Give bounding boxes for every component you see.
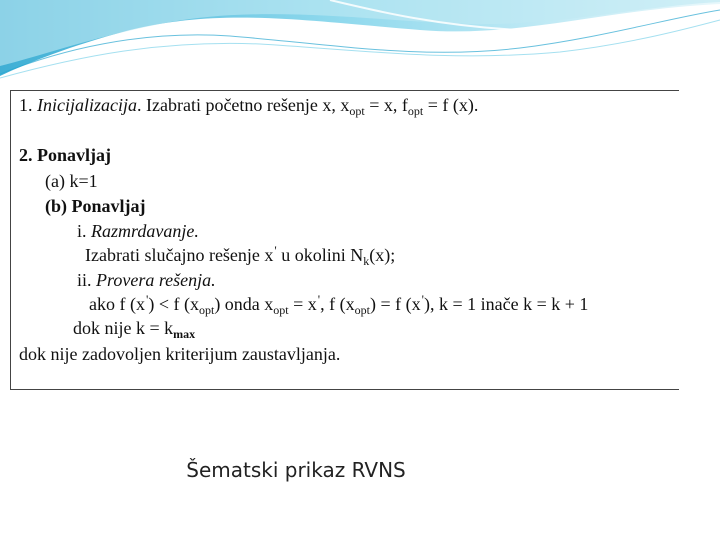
step-2b-ii-title [77, 268, 216, 292]
inner-loop-condition [73, 316, 195, 340]
outer-loop-condition: dok nije zadovoljen kriterijum zaustavljanja. [19, 344, 341, 364]
step-1-text: = f (x). [423, 95, 479, 115]
step-1-name: Inicijalizacija [37, 95, 137, 115]
prime-mark: ' [145, 292, 149, 307]
step-ii-text: ), k = 1 inače k = k + 1 [423, 294, 589, 314]
caption-text: Šematski prikaz RVNS [186, 458, 406, 482]
step-i-text: Izabrati slučajno rešenje x [85, 245, 274, 265]
opt-subscript: opt [349, 104, 365, 118]
step-1-number: 1. [19, 95, 33, 115]
max-subscript: max [173, 327, 196, 341]
step-ii-text: , f (x [320, 294, 355, 314]
header-wave-decoration [0, 0, 720, 80]
step-i-name: Razmrdavanje. [91, 221, 199, 241]
prime-mark: ' [274, 243, 277, 258]
step-2b-i-title [77, 219, 199, 243]
algorithm-panel [10, 90, 679, 390]
step-2b-i-text [85, 243, 395, 267]
loop-condition-text: dok nije k = k [73, 318, 174, 338]
step-i-text: u okolini N [276, 245, 364, 265]
step-i-text: (x); [369, 245, 396, 265]
prime-mark: ' [421, 292, 424, 307]
step-ii-text: ) onda x [214, 294, 274, 314]
step-i-label: i. [77, 221, 87, 241]
opt-subscript: opt [407, 104, 424, 118]
figure-caption [0, 458, 720, 482]
step-2b-header: (b) Ponavljaj [45, 196, 146, 216]
step-1-text: . Izabrati početno rešenje x, x [136, 95, 350, 115]
step-2-header: 2. Ponavljaj [19, 145, 111, 165]
opt-subscript: opt [198, 303, 215, 317]
step-1-text: = x, f [364, 95, 408, 115]
prime-mark: ' [317, 292, 321, 307]
step-ii-label: ii. [77, 270, 92, 290]
step-ii-text: ako f (x [89, 294, 145, 314]
opt-subscript: opt [273, 303, 289, 317]
step-ii-text: ) = f (x [369, 294, 421, 314]
step-2b-ii-text [89, 292, 588, 316]
step-2a: (a) k=1 [45, 171, 98, 191]
k-subscript: k [363, 254, 370, 268]
step-ii-name: Provera rešenja. [96, 270, 216, 290]
step-ii-text: = x [288, 294, 317, 314]
step-ii-text: ) < f (x [148, 294, 199, 314]
step-1-initialization [19, 93, 478, 117]
opt-subscript: opt [354, 303, 370, 317]
